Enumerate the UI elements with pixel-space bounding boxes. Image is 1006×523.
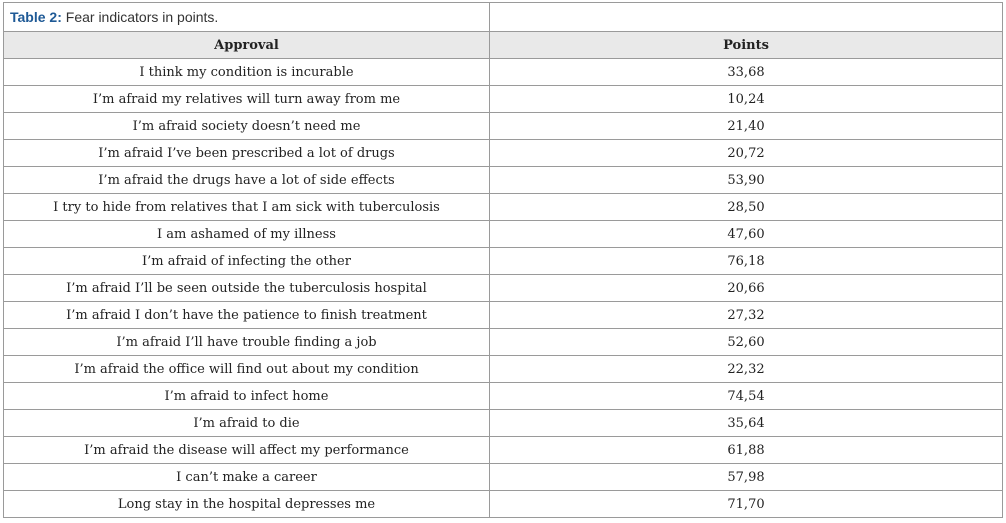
points-cell: 53,90 bbox=[490, 167, 1003, 194]
approval-cell: I’m afraid I’ll have trouble finding a job bbox=[4, 329, 490, 356]
approval-cell: I’m afraid to die bbox=[4, 410, 490, 437]
header-approval: Approval bbox=[4, 32, 490, 59]
table-row bbox=[4, 86, 1003, 113]
points-cell: 61,88 bbox=[490, 437, 1003, 464]
table-row bbox=[4, 140, 1003, 167]
approval-cell: I try to hide from relatives that I am sick with tuberculosis bbox=[4, 194, 490, 221]
points-cell: 21,40 bbox=[490, 113, 1003, 140]
table-row bbox=[4, 221, 1003, 248]
table-row bbox=[4, 491, 1003, 518]
caption-empty-cell bbox=[490, 3, 1003, 32]
points-cell: 52,60 bbox=[490, 329, 1003, 356]
approval-cell: I can’t make a career bbox=[4, 464, 490, 491]
table-row bbox=[4, 356, 1003, 383]
approval-cell: I’m afraid the disease will affect my performance bbox=[4, 437, 490, 464]
table-row bbox=[4, 275, 1003, 302]
table-row bbox=[4, 437, 1003, 464]
approval-cell: I’m afraid the office will find out about my condition bbox=[4, 356, 490, 383]
approval-cell: I’m afraid I don’t have the patience to finish treatment bbox=[4, 302, 490, 329]
table-row bbox=[4, 194, 1003, 221]
table-row bbox=[4, 113, 1003, 140]
points-cell: 20,72 bbox=[490, 140, 1003, 167]
table-row bbox=[4, 383, 1003, 410]
table-row bbox=[4, 329, 1003, 356]
approval-cell: I think my condition is incurable bbox=[4, 59, 490, 86]
table-row bbox=[4, 167, 1003, 194]
points-cell: 57,98 bbox=[490, 464, 1003, 491]
table-row bbox=[4, 59, 1003, 86]
table-row bbox=[4, 410, 1003, 437]
table-row bbox=[4, 464, 1003, 491]
approval-cell: I’m afraid the drugs have a lot of side effects bbox=[4, 167, 490, 194]
approval-cell: I’m afraid I’ve been prescribed a lot of drugs bbox=[4, 140, 490, 167]
points-cell: 28,50 bbox=[490, 194, 1003, 221]
approval-cell: I’m afraid of infecting the other bbox=[4, 248, 490, 275]
approval-cell: I am ashamed of my illness bbox=[4, 221, 490, 248]
table-caption bbox=[4, 3, 490, 32]
points-cell: 33,68 bbox=[490, 59, 1003, 86]
caption-text: Fear indicators in points. bbox=[61, 9, 219, 25]
table-row bbox=[4, 248, 1003, 275]
header-row bbox=[4, 32, 1003, 59]
caption-row bbox=[4, 3, 1003, 32]
approval-cell: Long stay in the hospital depresses me bbox=[4, 491, 490, 518]
fear-indicators-table bbox=[3, 2, 1003, 518]
approval-cell: I’m afraid my relatives will turn away from me bbox=[4, 86, 490, 113]
points-cell: 74,54 bbox=[490, 383, 1003, 410]
points-cell: 10,24 bbox=[490, 86, 1003, 113]
header-points: Points bbox=[490, 32, 1003, 59]
points-cell: 27,32 bbox=[490, 302, 1003, 329]
caption-label: Table 2: bbox=[10, 9, 62, 25]
points-cell: 47,60 bbox=[490, 221, 1003, 248]
points-cell: 20,66 bbox=[490, 275, 1003, 302]
approval-cell: I’m afraid I’ll be seen outside the tuberculosis hospital bbox=[4, 275, 490, 302]
points-cell: 76,18 bbox=[490, 248, 1003, 275]
points-cell: 35,64 bbox=[490, 410, 1003, 437]
approval-cell: I’m afraid to infect home bbox=[4, 383, 490, 410]
table-row bbox=[4, 302, 1003, 329]
points-cell: 71,70 bbox=[490, 491, 1003, 518]
points-cell: 22,32 bbox=[490, 356, 1003, 383]
approval-cell: I’m afraid society doesn’t need me bbox=[4, 113, 490, 140]
